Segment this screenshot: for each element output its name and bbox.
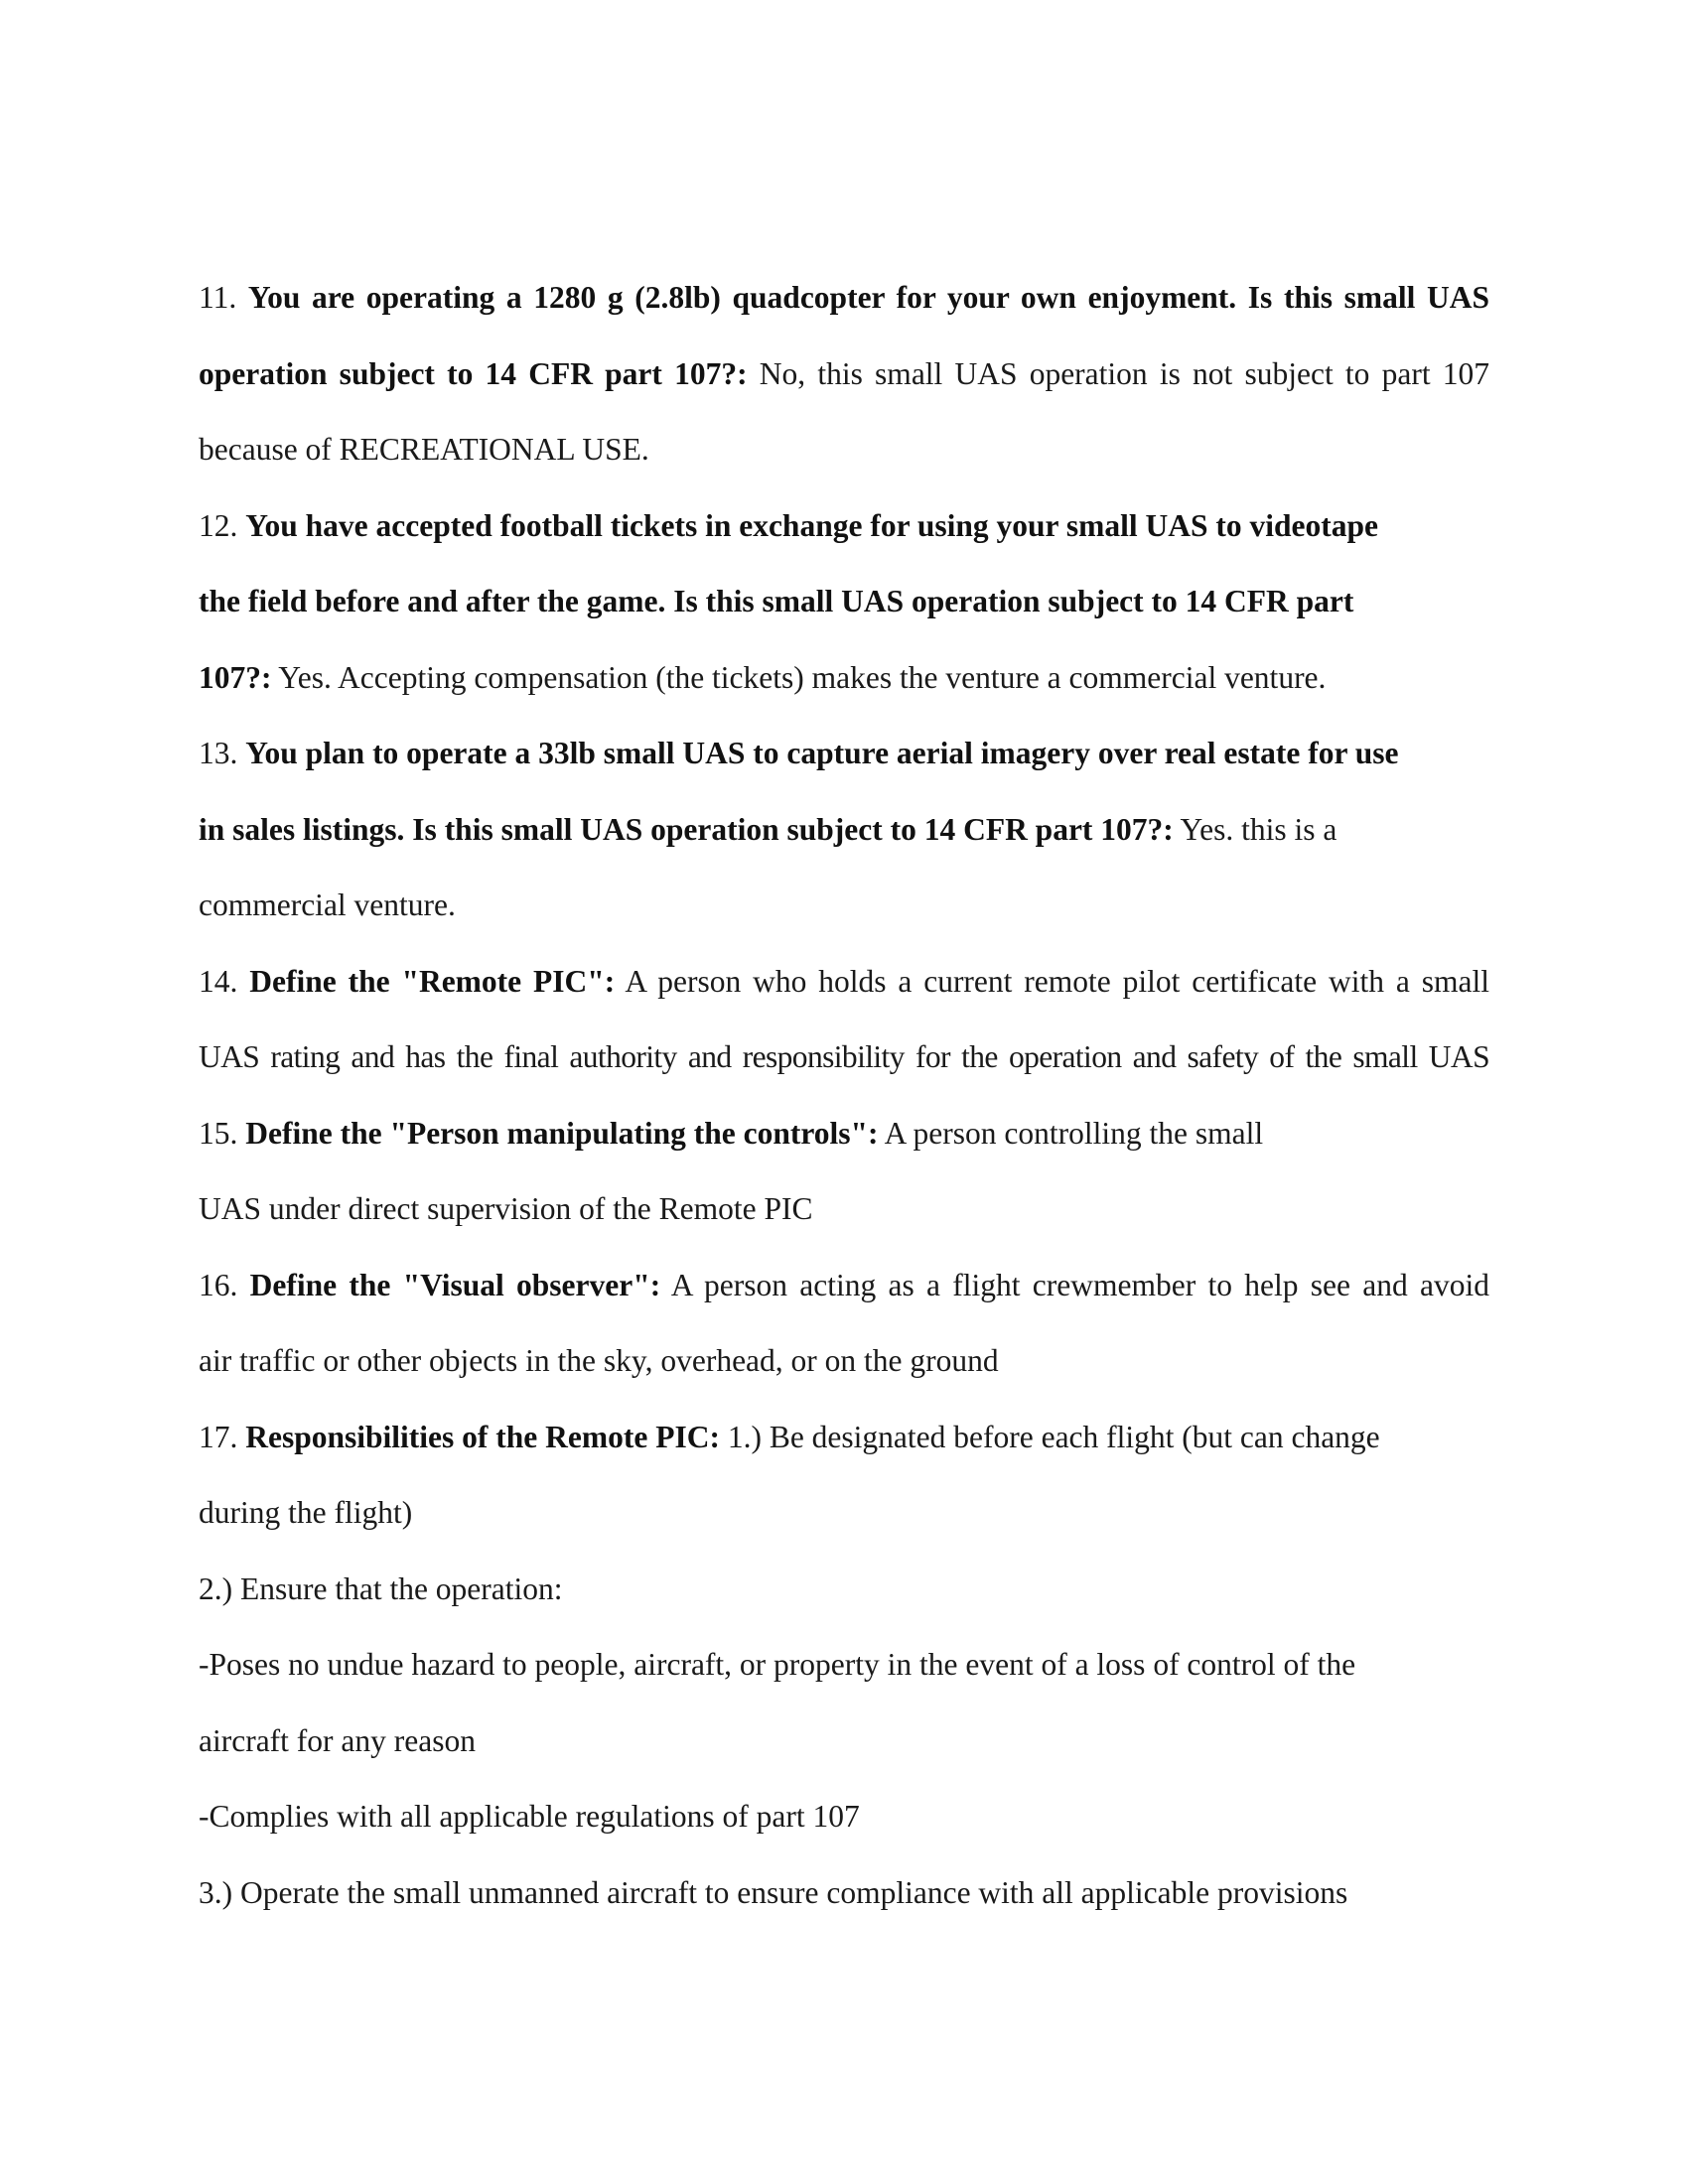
question-text: Define the "Person manipulating the controls": — [245, 1115, 879, 1151]
answer-text: -Complies with all applicable regulations of part 107 — [199, 1799, 860, 1834]
text-line-11 — [199, 1020, 1489, 1096]
answer-text: commercial venture. — [199, 887, 456, 922]
question-text: Define the "Visual observer": — [249, 1267, 661, 1302]
text-line-5 — [199, 564, 1489, 640]
question-text: the field before and after the game. Is this small UAS operation subject to 14 CFR part — [199, 584, 1354, 618]
text-line-15 — [199, 1323, 1489, 1400]
text-line-19 — [199, 1627, 1489, 1704]
text-line-13 — [199, 1171, 1489, 1248]
question-text: Define the "Remote PIC": — [249, 963, 616, 999]
item-number: 15. — [199, 1115, 246, 1151]
answer-text: 3.) Operate the small unmanned aircraft to ensure compliance with all applicable provisions — [199, 1874, 1348, 1910]
text-line-3 — [199, 412, 1489, 488]
text-line-21 — [199, 1779, 1489, 1855]
item-number: 14. — [199, 963, 250, 999]
answer-text: air traffic or other objects in the sky, overhead, or on the ground — [199, 1343, 999, 1378]
item-number: 12. — [199, 507, 246, 543]
document-body — [199, 260, 1489, 1931]
item-number: 11. — [199, 280, 248, 315]
text-line-16 — [199, 1400, 1489, 1476]
text-line-12 — [199, 1096, 1489, 1172]
text-line-18 — [199, 1552, 1489, 1628]
answer-text: 2.) Ensure that the operation: — [199, 1570, 563, 1606]
text-line-20 — [199, 1704, 1489, 1780]
answer-text: 1.) Be designated before each flight (but can change — [719, 1419, 1380, 1454]
item-number: 13. — [199, 736, 246, 770]
text-line-14 — [199, 1248, 1489, 1324]
question-text: You have accepted football tickets in exchange for using your small UAS to videotape — [245, 507, 1378, 543]
text-line-8 — [199, 792, 1489, 869]
answer-text: -Poses no undue hazard to people, aircraft, or property in the event of a loss of control of the — [199, 1647, 1356, 1682]
answer-text: UAS under direct supervision of the Remote PIC — [199, 1191, 813, 1226]
text-line-9 — [199, 868, 1489, 944]
text-line-1 — [199, 260, 1489, 337]
answer-text: aircraft for any reason — [199, 1722, 476, 1758]
item-number: 16. — [199, 1267, 250, 1302]
question-text: You are operating a 1280 g (2.8lb) quadcopter for your own enjoyment. Is this small UAS — [247, 280, 1489, 315]
answer-text: No, this small UAS operation is not subject to part 107 — [747, 355, 1489, 391]
text-line-2 — [199, 337, 1489, 413]
text-line-7 — [199, 716, 1489, 792]
question-text: You plan to operate a 33lb small UAS to capture aerial imagery over real estate for use — [245, 736, 1399, 770]
text-line-10 — [199, 944, 1489, 1021]
text-line-22 — [199, 1855, 1489, 1932]
text-line-4 — [199, 488, 1489, 565]
answer-text: Yes. Accepting compensation (the tickets) makes the venture a commercial venture. — [271, 659, 1327, 695]
answer-text: Yes. this is a — [1173, 811, 1337, 847]
question-text: operation subject to 14 CFR part 107?: — [199, 355, 748, 391]
answer-text: A person controlling the small — [878, 1115, 1264, 1151]
answer-text: because of RECREATIONAL USE. — [199, 432, 649, 467]
question-text: Responsibilities of the Remote PIC: — [245, 1419, 720, 1454]
text-line-17 — [199, 1475, 1489, 1552]
question-text: in sales listings. Is this small UAS operation subject to 14 CFR part 107?: — [199, 811, 1174, 847]
answer-text: during the flight) — [199, 1495, 413, 1530]
text-line-6 — [199, 640, 1489, 717]
answer-text: A person who holds a current remote pilot certificate with a small — [615, 963, 1489, 999]
question-text: 107?: — [199, 659, 272, 695]
answer-text: UAS rating and has the final authority and responsibility for the operation and safety of the small UAS — [199, 1039, 1489, 1074]
item-number: 17. — [199, 1419, 246, 1454]
answer-text: A person acting as a flight crewmember to help see and avoid — [660, 1267, 1489, 1302]
